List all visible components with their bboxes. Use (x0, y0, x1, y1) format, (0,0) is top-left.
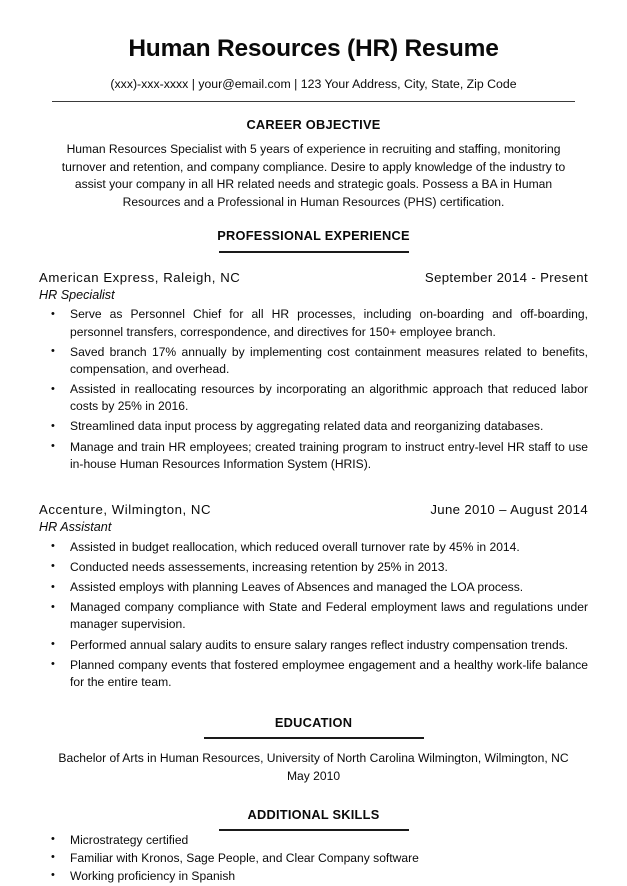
job-bullet: • Serve as Personnel Chief for all HR processes, including on-boarding and off-boarding, personnel transfers, correspondence, and directives for 150+ employee branch. (39, 306, 588, 340)
section-education (39, 715, 588, 785)
job-dates: June 2010 – August 2014 (430, 501, 588, 517)
header-divider (52, 101, 575, 102)
education-degree-line: Bachelor of Arts in Human Resources, University of North Carolina Wilmington, Wilmington, NC (58, 751, 569, 766)
job-role: HR Specialist (39, 288, 115, 302)
job-header (39, 270, 588, 287)
section-divider-experience (219, 251, 409, 253)
section-heading-objective: CAREER OBJECTIVE (246, 116, 381, 132)
job-entry (39, 502, 588, 691)
skill-item: • Working proficiency in Spanish (39, 867, 588, 885)
job-header (39, 502, 588, 519)
job-bullet: • Assisted in reallocating resources by incorporating an algorithmic approach that reduced labor costs by 25% in 2016. (39, 381, 588, 415)
contact-line: (xxx)-xxx-xxxx | your@email.com | 123 Your Address, City, State, Zip Code (110, 76, 517, 91)
career-objective-text: Human Resources Specialist with 5 years of experience in recruiting and staffing, monitoring turnover and retention, and company compliance. Desire to apply knowledge of the industry to assist your company in all HR related needs and strategic goals. Possess a BA in Human Resources and a Professional in Human Resources (PHS) certification. (61, 142, 566, 209)
section-heading-skills: ADDITIONAL SKILLS (247, 806, 380, 822)
job-bullet: • Assisted employs with planning Leaves of Absences and managed the LOA process. (39, 579, 588, 596)
job-dates: September 2014 - Present (424, 269, 588, 285)
section-additional-skills (39, 807, 588, 886)
job-bullet: • Performed annual salary audits to ensure salary ranges reflect industry compensation trends. (39, 637, 588, 654)
job-company: Accenture, Wilmington, NC (39, 501, 212, 517)
page-title: Human Resources (HR) Resume (128, 35, 499, 62)
education-body (39, 750, 588, 784)
section-divider-education (204, 737, 424, 739)
job-bullet: • Streamlined data input process by aggregating related data and reorganizing databases. (39, 418, 588, 435)
job-entry (39, 270, 588, 473)
job-bullet: • Manage and train HR employees; created training program to instruct entry-level HR staff to use in-house Human Resources Information System (HRIS). (39, 439, 588, 473)
experience-list (39, 270, 588, 692)
job-bullet: • Saved branch 17% annually by implementing cost containment measures related to benefits, compensation, and overhead. (39, 344, 588, 378)
section-heading-experience: PROFESSIONAL EXPERIENCE (217, 228, 410, 244)
skill-item: • Familiar with Kronos, Sage People, and Clear Company software (39, 849, 588, 867)
job-bullet: • Conducted needs assessements, increasing retention by 25% in 2013. (39, 559, 588, 576)
job-role: HR Assistant (39, 520, 112, 535)
job-company: American Express, Raleigh, NC (39, 269, 241, 285)
job-bullet: • Managed company compliance with State and Federal employment laws and regulations under manager supervision. (39, 599, 588, 633)
job-bullet: • Assisted in budget reallocation, which reduced overall turnover rate by 45% in 2014. (39, 539, 588, 556)
section-career-objective (39, 117, 588, 211)
job-bullet-list (39, 539, 588, 691)
section-heading-education: EDUCATION (274, 715, 353, 731)
skill-item: • Microstrategy certified (39, 831, 588, 849)
skills-list (39, 831, 588, 885)
section-professional-experience (39, 228, 588, 691)
job-bullet: • Planned company events that fostered employmee engagement and a healthy work-life balance for the entire team. (39, 657, 588, 691)
job-bullet-list (39, 306, 588, 473)
education-date-line: May 2010 (286, 768, 341, 783)
